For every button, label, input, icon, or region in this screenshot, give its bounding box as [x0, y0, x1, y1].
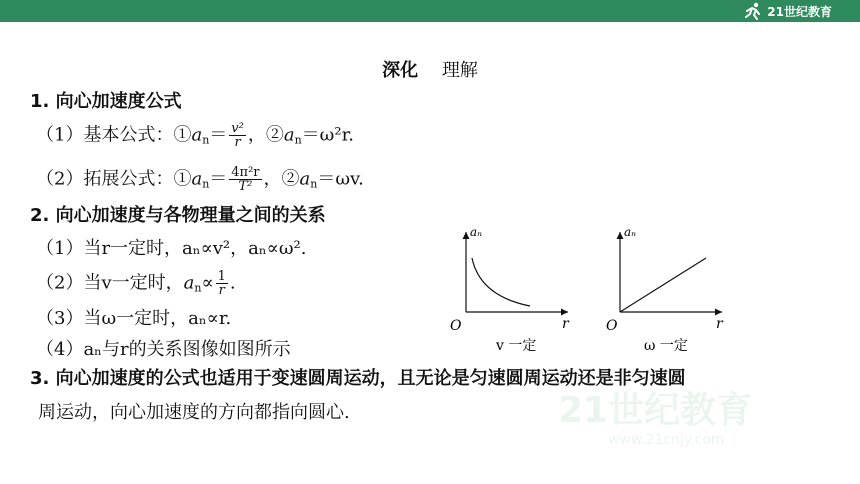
graph-v-constant	[450, 225, 570, 354]
top-bar	[0, 0, 860, 22]
relation-v-constant: （2）当v一定时，$a_n\propto$ $\frac{1}{r}$ .	[36, 269, 236, 298]
watermark	[548, 382, 798, 452]
title-part1: 深化	[382, 60, 419, 81]
brand-logo	[743, 1, 832, 21]
logo-text: 21世纪教育	[767, 4, 832, 19]
an-r-graphs	[440, 220, 770, 355]
x-axis-label: r	[562, 316, 569, 332]
graph-caption: ω 一定	[644, 338, 688, 354]
linear-line	[620, 258, 706, 312]
title-part2: 理解	[441, 60, 478, 81]
y-axis-label: aₙ	[624, 225, 637, 239]
paragraph-line-1: 3. 向心加速度的公式也适用于变速圆周运动，且无论是匀速圆周运动还是非匀速圆	[30, 368, 686, 389]
relation-omega-constant: （3）当ω一定时，aₙ∝r.	[36, 308, 232, 329]
section-title	[0, 56, 860, 82]
graph-omega-constant	[606, 225, 724, 354]
inverse-curve	[472, 258, 530, 306]
paragraph-line-2: 周运动，向心加速度的方向都指向圆心.	[38, 402, 350, 423]
extended-formula-line: （2）拓展公式：$①a_n=$ $\frac{\text{4π²r}}{\text{T²}}$ ，$②a_n=\omega v$.	[36, 165, 364, 194]
heading-relations: 2. 向心加速度与各物理量之间的关系	[30, 205, 326, 226]
relation-r-constant: （1）当r一定时，aₙ∝v²，aₙ∝ω².	[36, 238, 307, 259]
heading-formulas: 1. 向心加速度公式	[30, 91, 182, 112]
runner-icon	[743, 2, 763, 20]
graph-caption: v 一定	[496, 338, 537, 354]
watermark-text: 21世纪教育	[558, 390, 753, 431]
fraction-4pi2r-over-T2: $\frac{\text{4π²r}}{\text{T²}}$	[231, 165, 260, 194]
relation-graph-note: （4）aₙ与r的关系图像如图所示	[36, 339, 291, 360]
fraction-v2-over-r: $\frac{\text{v²}}{r}$	[231, 121, 244, 150]
fraction-1-over-r: $\frac{1}{r}$	[217, 269, 226, 298]
basic-formula-line: （1）基本公式：$①a_n=$ $\frac{\text{v²}}{r}$ ，$②a_n=\omega^2r$.	[36, 121, 354, 150]
y-axis-label: aₙ	[470, 225, 483, 239]
origin-label: O	[450, 318, 462, 334]
origin-label: O	[606, 318, 618, 334]
watermark-url: www.21cnjy.com	[608, 432, 725, 448]
x-axis-label: r	[716, 316, 723, 332]
